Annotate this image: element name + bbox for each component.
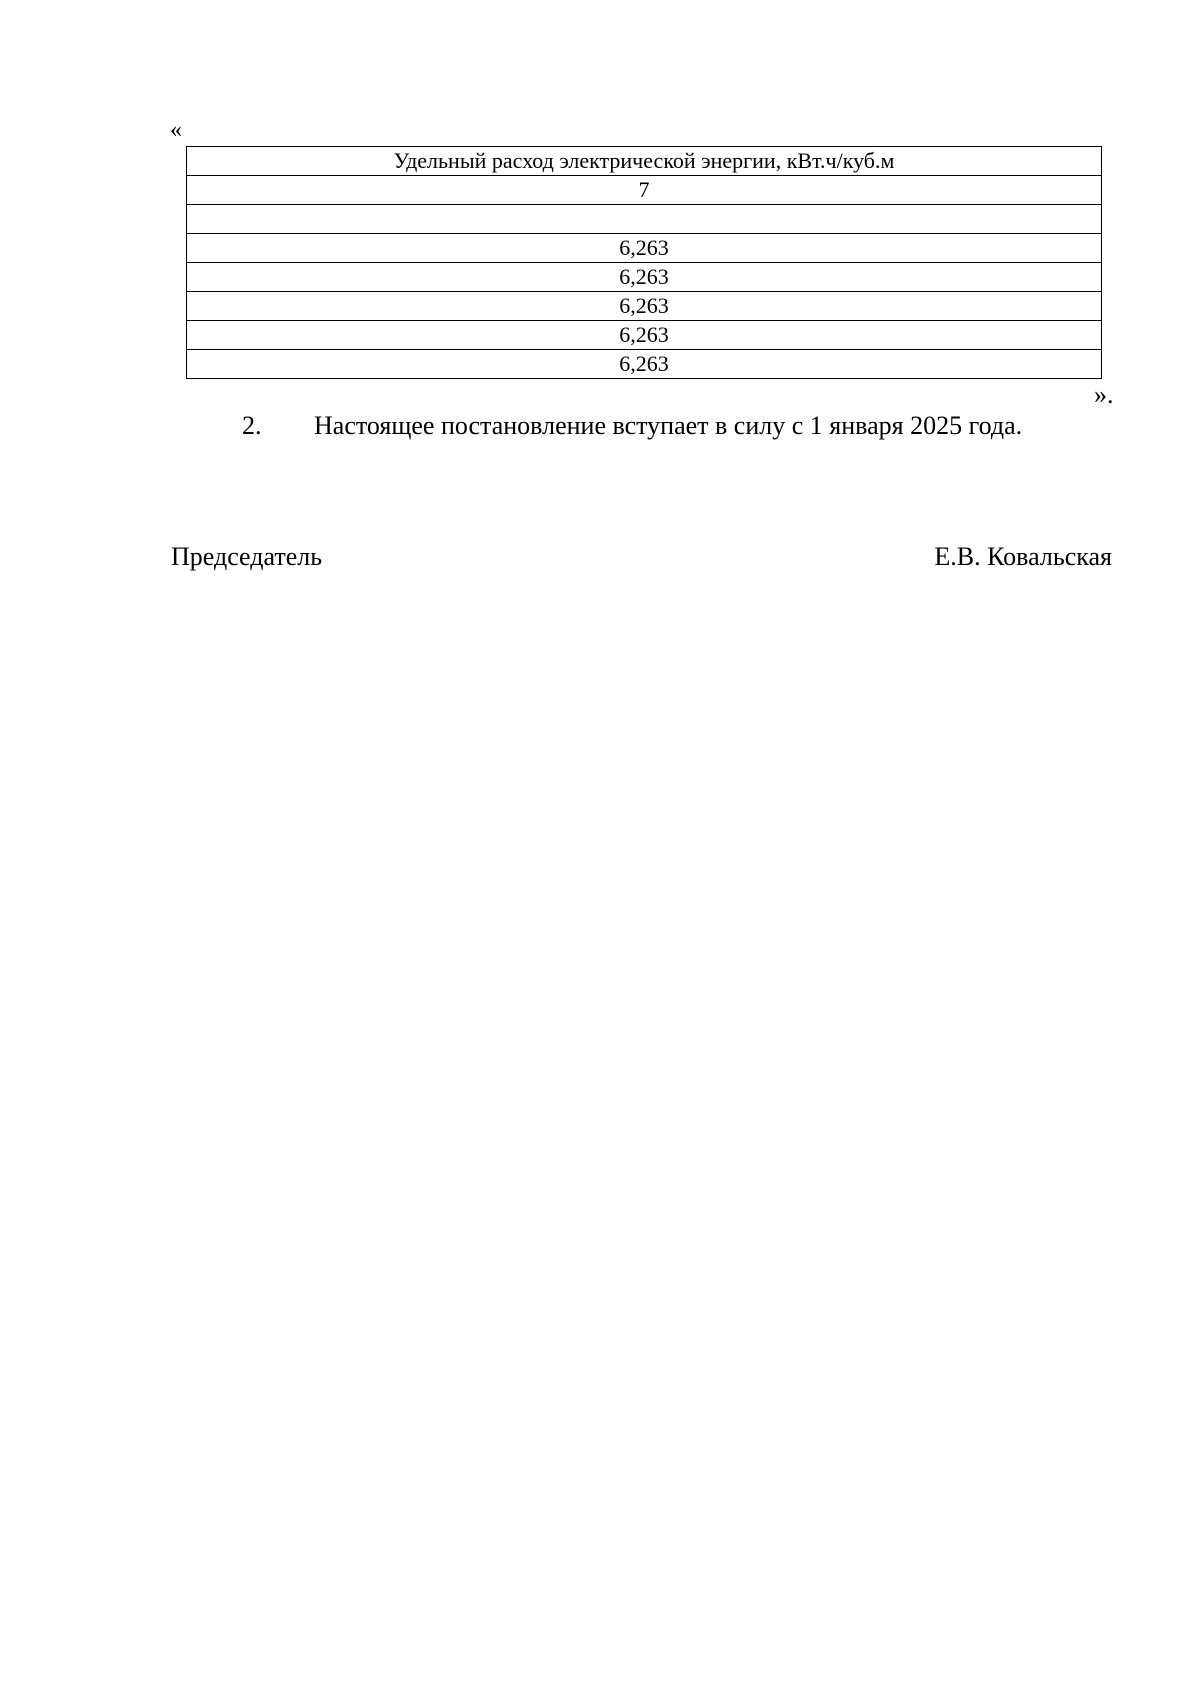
table-row [187,263,1102,292]
clause-number: 2. [242,411,262,440]
table-row [187,350,1102,379]
table-close-quote: ». [1094,380,1114,409]
table-row [187,321,1102,350]
energy-consumption-table [186,146,1102,379]
signature-title: Председатель [171,542,323,571]
table-value-cell: 6,263 [187,234,1102,263]
table-value-cell: 6,263 [187,263,1102,292]
table-open-quote: « [170,117,182,143]
table-value-cell: 6,263 [187,321,1102,350]
clause-text: Настоящее постановление вступает в силу с 1 января 2025 года. [314,411,1023,440]
table-row [187,292,1102,321]
table-empty-cell [187,205,1102,234]
table-header-cell: Удельный расход электрической энергии, кВт.ч/куб.м [187,147,1102,176]
table-column-number-cell: 7 [187,176,1102,205]
table-value-cell: 6,263 [187,350,1102,379]
table-value-cell: 6,263 [187,292,1102,321]
table-column-number-row [187,176,1102,205]
table-row [187,234,1102,263]
table-header-row [187,147,1102,176]
signature-name: Е.В. Ковальская [934,542,1112,571]
clause-paragraph [242,411,1142,441]
table-empty-row [187,205,1102,234]
